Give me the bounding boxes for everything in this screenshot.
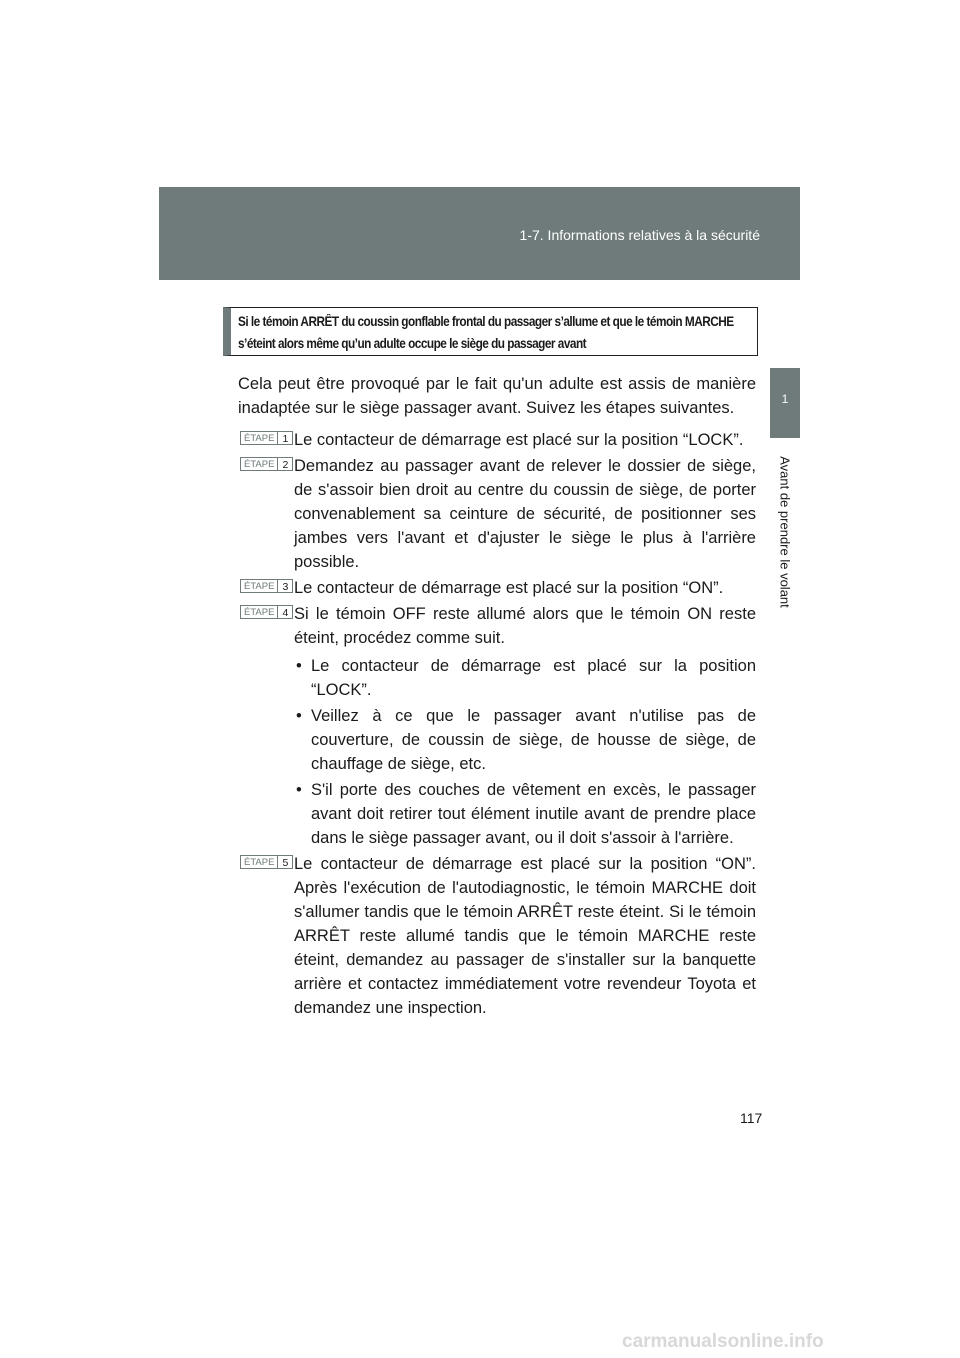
bullet-item: • Veillez à ce que le passager avant n'utilise pas de couverture, de coussin de siège, de housse de siège, de chauffage de siège, etc. bbox=[294, 704, 756, 776]
callout-title: Si le témoin ARRÊT du coussin gonflable frontal du passager s’allume et que le témoin MARCHE s’éteint alors même qu’un adulte occupe le siège du passager avant bbox=[238, 314, 734, 351]
step-text: Le contacteur de démarrage est placé sur la position “ON”. bbox=[294, 579, 724, 597]
watermark: carmanualsonline.info bbox=[622, 1331, 824, 1352]
section-title: 1-7. Informations relatives à la sécurité bbox=[519, 227, 760, 243]
step-2 bbox=[238, 454, 756, 574]
step-badge-label: ÉTAPE bbox=[240, 579, 277, 593]
steps-list bbox=[238, 428, 756, 1022]
chapter-header bbox=[159, 187, 800, 280]
step-1 bbox=[238, 428, 756, 452]
step-badge bbox=[240, 431, 293, 445]
step-badge-number: 1 bbox=[277, 431, 293, 445]
bullet-item: • Le contacteur de démarrage est placé sur la position “LOCK”. bbox=[294, 654, 756, 702]
step-text: Le contacteur de démarrage est placé sur la position “LOCK”. bbox=[294, 431, 744, 449]
step-badge bbox=[240, 605, 293, 619]
step-badge-number: 3 bbox=[277, 579, 293, 593]
chapter-label: Avant de prendre le volant bbox=[777, 456, 793, 608]
step-badge-label: ÉTAPE bbox=[240, 457, 277, 471]
step-badge bbox=[240, 579, 293, 593]
step-badge-number: 5 bbox=[277, 855, 293, 869]
page-number: 117 bbox=[740, 1110, 763, 1126]
chapter-tab bbox=[770, 368, 800, 438]
step-badge-label: ÉTAPE bbox=[240, 855, 277, 869]
step-4-bullets bbox=[294, 654, 756, 850]
step-text: Demandez au passager avant de relever le dossier de siège, de s'assoir bien droit au centre du coussin de siège, de porter convenablement sa ceinture de sécurité, de positionner ses jambes vers l'avant et d'ajuster le siège le plus à l'arrière possible. bbox=[294, 457, 756, 571]
step-3 bbox=[238, 576, 756, 600]
step-badge-label: ÉTAPE bbox=[240, 605, 277, 619]
step-badge-number: 4 bbox=[277, 605, 293, 619]
intro-paragraph: Cela peut être provoqué par le fait qu'un adulte est assis de manière inadaptée sur le siège passager avant. Suivez les étapes suivantes. bbox=[238, 375, 756, 417]
step-text: Si le témoin OFF reste allumé alors que le témoin ON reste éteint, procédez comme suit. bbox=[294, 605, 756, 647]
step-badge bbox=[240, 855, 293, 869]
step-5 bbox=[238, 852, 756, 1020]
step-text: Le contacteur de démarrage est placé sur la position “ON”. Après l'exécution de l'autodiagnostic, le témoin MARCHE doit s'allumer tandis que le témoin ARRÊT reste éteint. Si le témoin ARRÊT reste allumé tandis que le témoin MARCHE reste éteint, demandez au passager de s'installer sur la banquette arrière et contactez immédiatement votre revendeur Toyota et demandez une inspection. bbox=[294, 855, 756, 1017]
chapter-number: 1 bbox=[781, 392, 789, 406]
bullet-item: • S'il porte des couches de vêtement en excès, le passager avant doit retirer tout élément inutile avant de prendre place dans le siège passager avant, ou il doit s'assoir à l'arrière. bbox=[294, 778, 756, 850]
step-badge-number: 2 bbox=[277, 457, 293, 471]
callout-box bbox=[223, 307, 758, 356]
step-badge bbox=[240, 457, 293, 471]
step-4 bbox=[238, 602, 756, 850]
step-badge-label: ÉTAPE bbox=[240, 431, 277, 445]
